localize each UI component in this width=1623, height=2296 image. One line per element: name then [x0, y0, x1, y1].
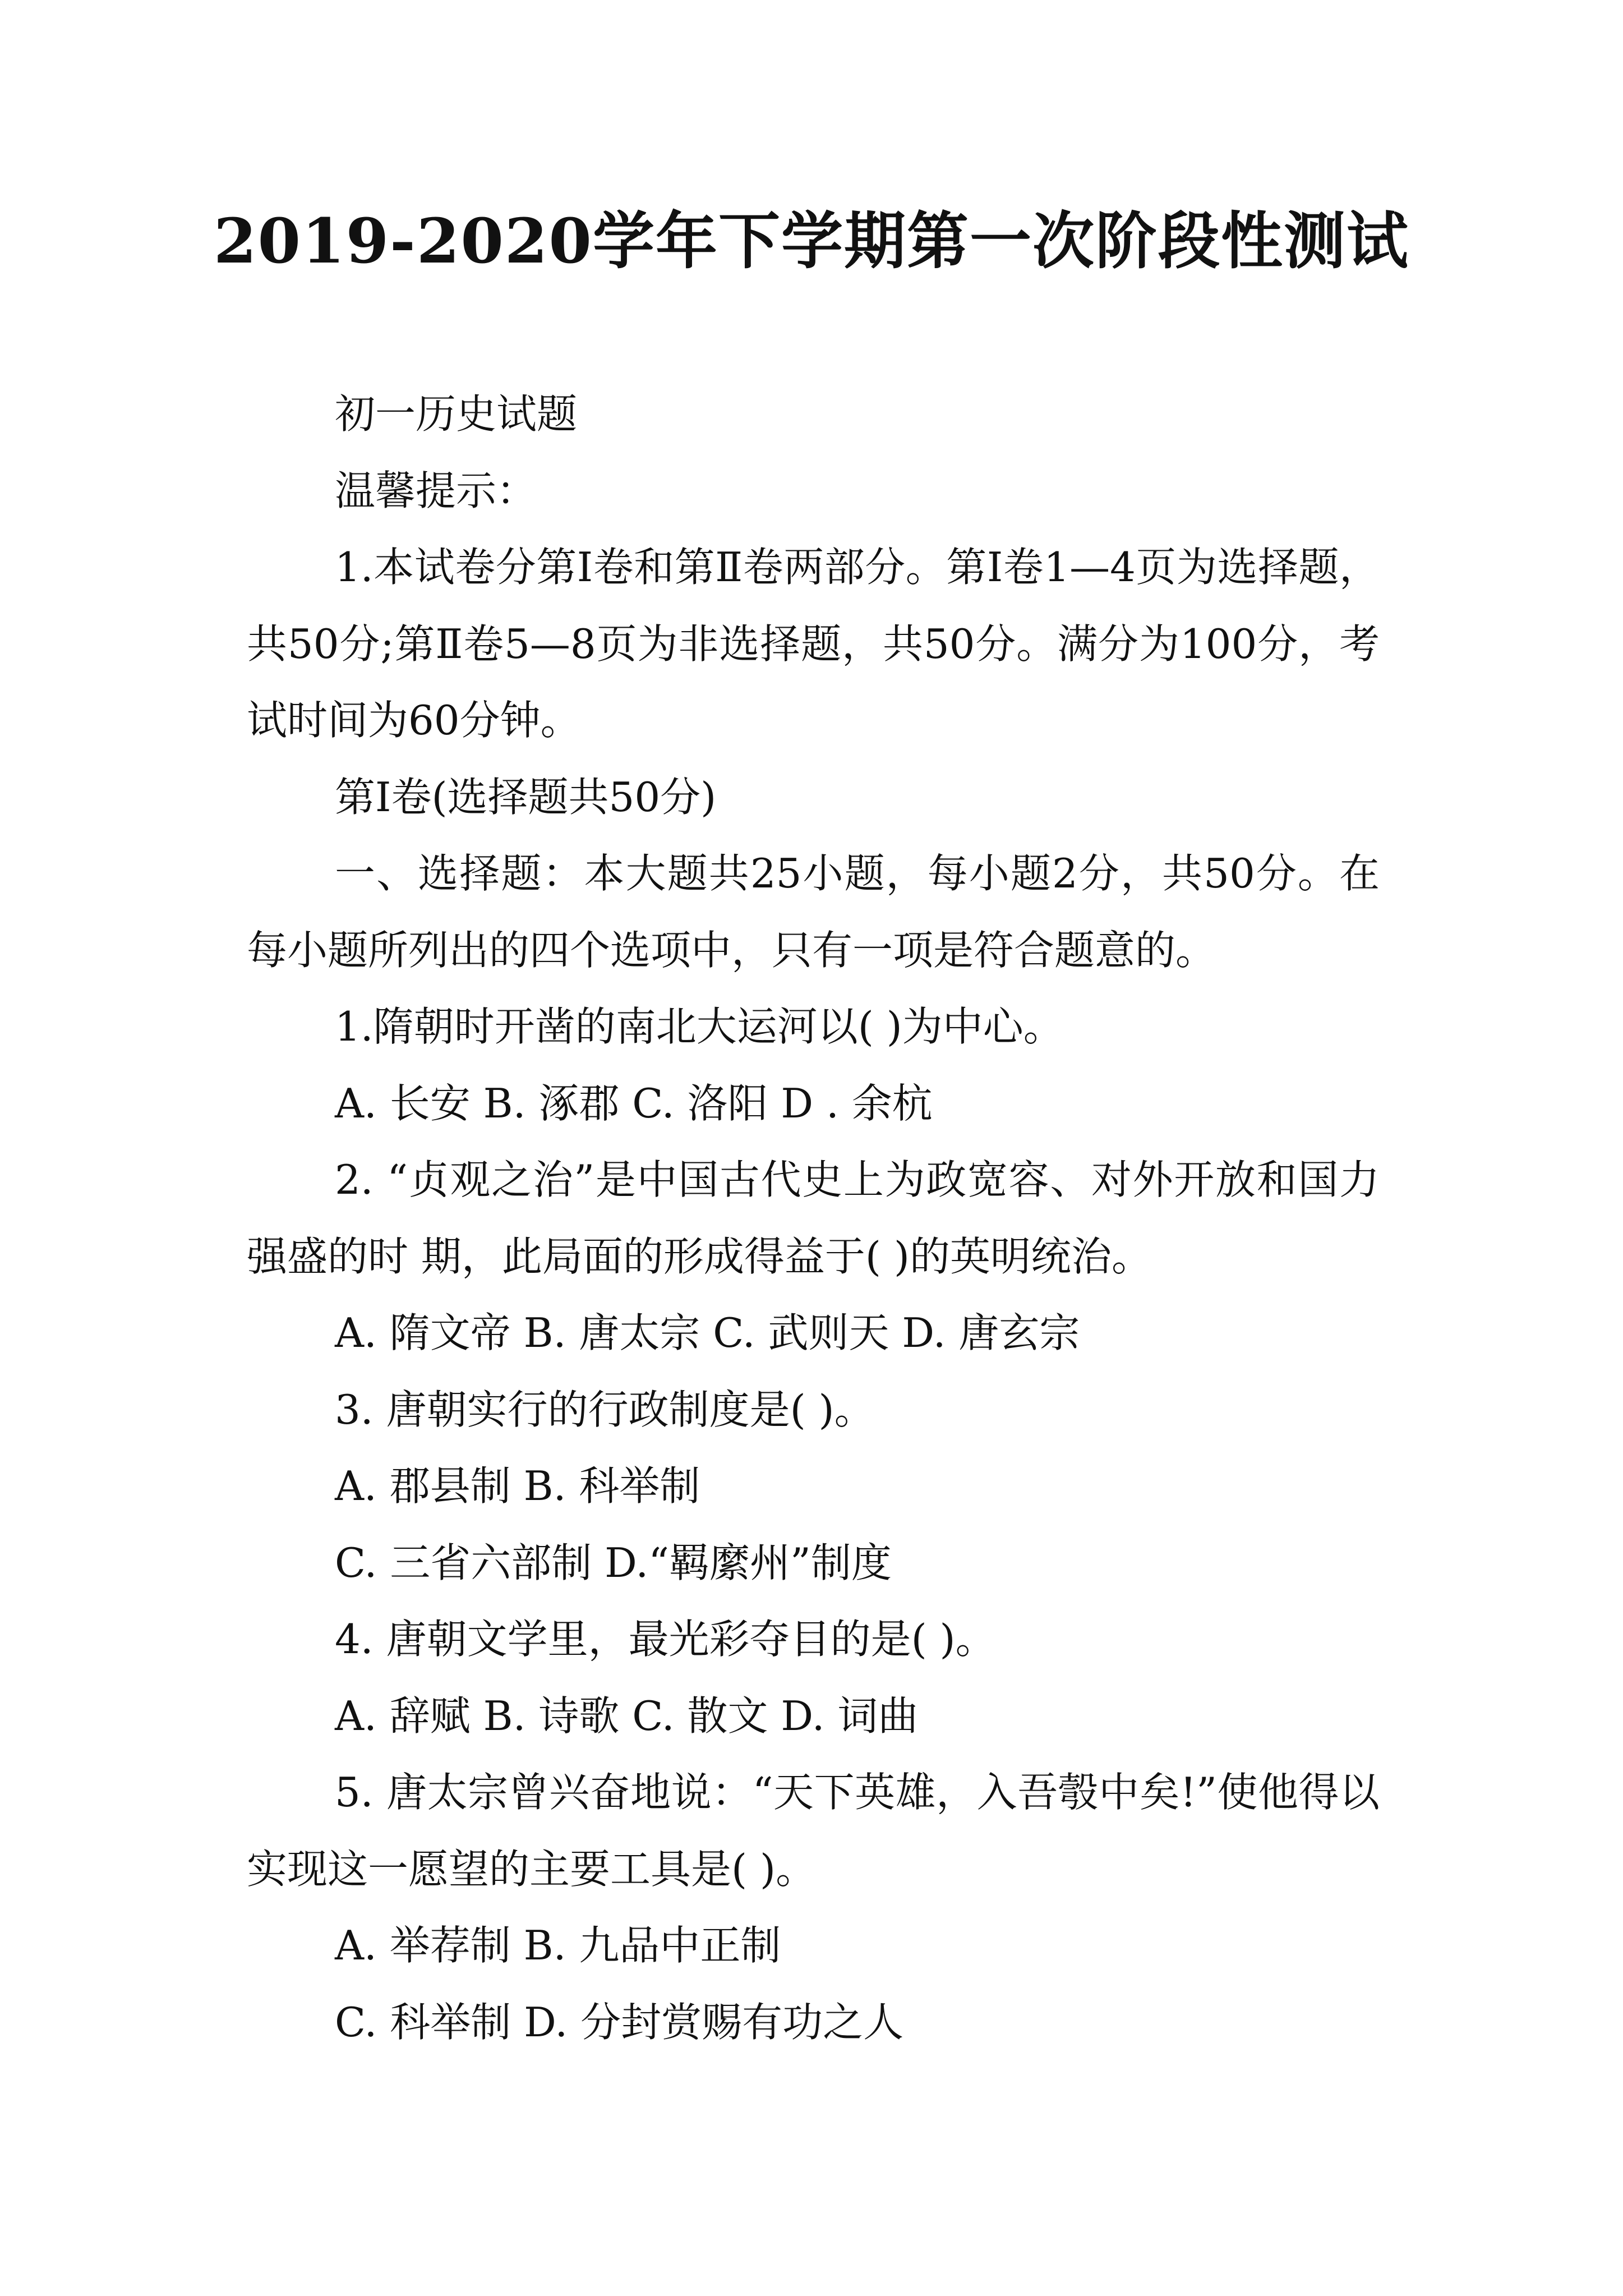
- question-stem: 4. 唐朝文学里，最光彩夺目的是( )。: [335, 1616, 996, 1663]
- question-2: [247, 1142, 1380, 1372]
- question-4: [247, 1601, 1380, 1754]
- section-heading: 第Ⅰ卷(选择题共50分): [335, 773, 717, 821]
- question-options: A. 举荐制 B. 九品中正制: [335, 1922, 781, 1969]
- question-3: [247, 1372, 1380, 1602]
- question-stem: 2. “贞观之治”是中国古代史上为政宽容、对外开放和国力强盛的时 期，此局面的形成得益于( )的英明统治。: [247, 1156, 1380, 1280]
- section-instructions: 一、选择题：本大题共25小题，每小题2分，共50分。在每小题所列出的四个选项中，只有一项是符合题意的。: [247, 850, 1380, 974]
- question-options: C. 三省六部制 D.“羁縻州”制度: [335, 1539, 892, 1586]
- question-options: A. 辞赋 B. 诗歌 C. 散文 D. 词曲: [335, 1692, 919, 1740]
- question-5: [247, 1754, 1380, 2060]
- question-stem: 1.隋朝时开凿的南北大运河以( )为中心。: [335, 1003, 1064, 1050]
- page-title: 2019-2020学年下学期第一次阶段性测试: [214, 205, 1409, 277]
- subject-subtitle: 初一历史试题: [335, 390, 578, 438]
- question-stem: 3. 唐朝实行的行政制度是( )。: [335, 1386, 875, 1433]
- question-options: A. 隋文帝 B. 唐太宗 C. 武则天 D. 唐玄宗: [335, 1309, 1080, 1356]
- document-body: [247, 376, 1380, 2060]
- question-options: C. 科举制 D. 分封赏赐有功之人: [335, 1998, 904, 2046]
- question-stem: 5. 唐太宗曾兴奋地说：“天下英雄，入吾彀中矣!”使他得以实现这一愿望的主要工具是( )。: [247, 1769, 1380, 1893]
- question-options: A. 郡县制 B. 科举制: [335, 1462, 700, 1510]
- tip-heading: 温馨提示：: [335, 467, 537, 514]
- question-1: [247, 988, 1380, 1142]
- question-options: A. 长安 B. 涿郡 C. 洛阳 D . 余杭: [335, 1079, 933, 1127]
- exam-note: 1.本试卷分第Ⅰ卷和第Ⅱ卷两部分。第Ⅰ卷1—4页为选择题，共50分;第Ⅱ卷5—8页为非选择题，共50分。满分为100分，考试时间为60分钟。: [247, 544, 1380, 744]
